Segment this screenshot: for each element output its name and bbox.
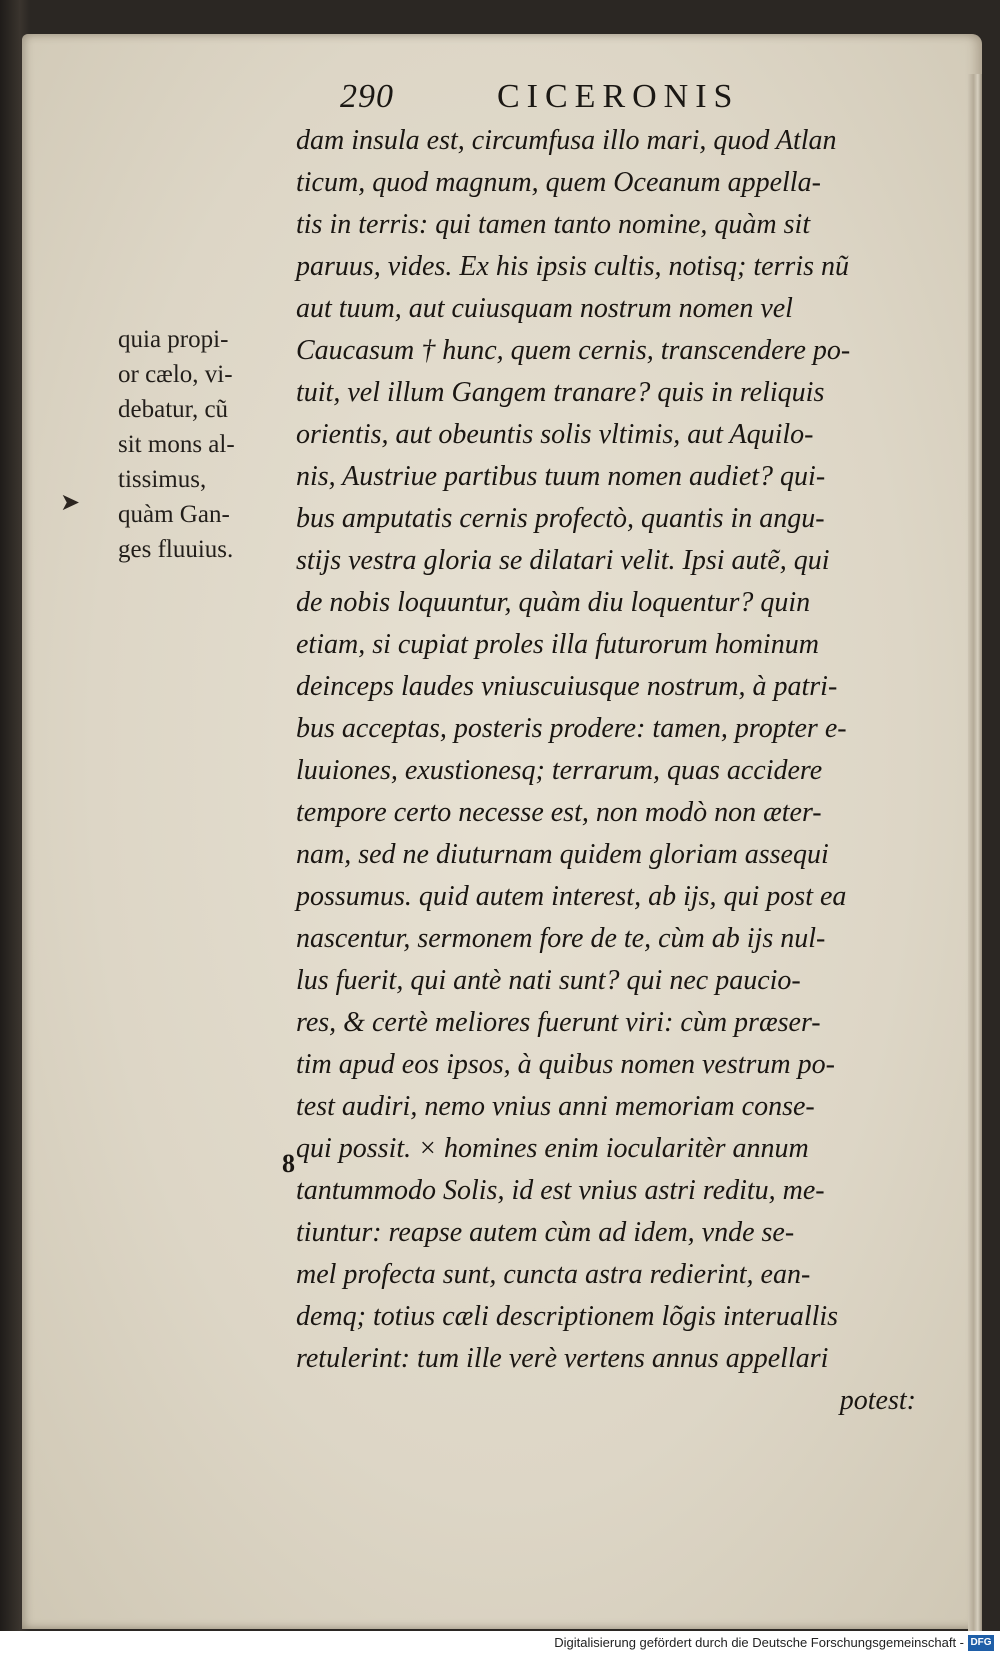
- book-page: [22, 34, 982, 1629]
- text-line: deinceps laudes vniuscuiusque nostrum, à patri-: [296, 671, 838, 702]
- text-line: nam, sed ne diuturnam quidem gloriam assequi: [296, 839, 829, 870]
- paragraph-marker: 8: [282, 1149, 295, 1178]
- text-line: tim apud eos ipsos, à quibus nomen vestrum po-: [296, 1049, 835, 1080]
- text-line: Caucasum † hunc, quem cernis, transcendere po-: [296, 335, 851, 366]
- text-line: retulerint: tum ille verè vertens annus appellari: [296, 1343, 829, 1374]
- marginal-note: [118, 322, 298, 567]
- text-line: demq; totius cæli descriptionem lõgis interuallis: [296, 1301, 839, 1332]
- text-line: possumus. quid autem interest, ab ijs, qui post ea: [296, 881, 847, 912]
- catchword-line: potest:: [839, 1385, 916, 1416]
- dfg-logo: DFG: [968, 1635, 994, 1651]
- text-line: bus amputatis cernis profectò, quantis in angu-: [296, 503, 825, 534]
- text-line: de nobis loquuntur, quàm diu loquentur? quin: [296, 587, 811, 618]
- text-line: tis in terris: qui tamen tanto nomine, quàm sit: [296, 209, 811, 240]
- text-line: luuiones, exustionesq; terrarum, quas accidere: [296, 755, 823, 786]
- text-line: tiuntur: reapse autem cùm ad idem, vnde se-: [296, 1217, 795, 1248]
- text-line: etiam, si cupiat proles illa futurorum hominum: [296, 629, 819, 660]
- page-number: 290: [340, 78, 394, 115]
- text-line: mel profecta sunt, cuncta astra redierint, ean-: [296, 1259, 811, 1290]
- main-text: [296, 120, 956, 1422]
- margin-note-line: or cælo, vi-: [118, 361, 233, 388]
- digitization-footer: [0, 1631, 1000, 1655]
- text-line: qui possit. × homines enim iocularitèr annum: [296, 1133, 809, 1164]
- margin-pointer-icon: ➤: [60, 490, 81, 516]
- margin-note-line: quia propi-: [118, 326, 229, 353]
- running-head: CICERONIS: [497, 78, 740, 115]
- margin-note-line: quàm Gan-: [118, 501, 230, 528]
- page-edge: [968, 74, 982, 1634]
- text-line: paruus, vides. Ex his ipsis cultis, notisq; terris nũ: [296, 251, 849, 282]
- funding-credit: Digitalisierung gefördert durch die Deutsche Forschungsgemeinschaft -: [554, 1635, 964, 1650]
- margin-note-line: ges fluuius.: [118, 536, 234, 563]
- text-line: orientis, aut obeuntis solis vltimis, aut Aquilo-: [296, 419, 814, 450]
- text-line: bus acceptas, posteris prodere: tamen, propter e-: [296, 713, 847, 744]
- text-line: tantummodo Solis, id est vnius astri reditu, me-: [296, 1175, 825, 1206]
- text-line: ticum, quod magnum, quem Oceanum appella-: [296, 167, 821, 198]
- text-line: aut tuum, aut cuiusquam nostrum nomen vel: [296, 293, 793, 324]
- text-line: stijs vestra gloria se dilatari velit. Ipsi autẽ, qui: [296, 545, 830, 576]
- text-line: dam insula est, circumfusa illo mari, quod Atlan: [296, 125, 837, 156]
- text-line: nis, Austriue partibus tuum nomen audiet? qui-: [296, 461, 826, 492]
- margin-note-line: debatur, cũ: [118, 396, 229, 423]
- text-line: tempore certo necesse est, non modò non æter-: [296, 797, 822, 828]
- text-line: nascentur, sermonem fore de te, cùm ab ijs nul-: [296, 923, 826, 954]
- text-line: test audiri, nemo vnius anni memoriam conse-: [296, 1091, 815, 1122]
- text-line: res, & certè meliores fuerunt viri: cùm præser-: [296, 1007, 821, 1038]
- margin-note-line: tissimus,: [118, 466, 207, 493]
- text-line: tuit, vel illum Gangem tranare? quis in reliquis: [296, 377, 825, 408]
- text-line: lus fuerit, qui antè nati sunt? qui nec paucio-: [296, 965, 801, 996]
- margin-note-line: sit mons al-: [118, 431, 235, 458]
- page-header: [312, 56, 952, 116]
